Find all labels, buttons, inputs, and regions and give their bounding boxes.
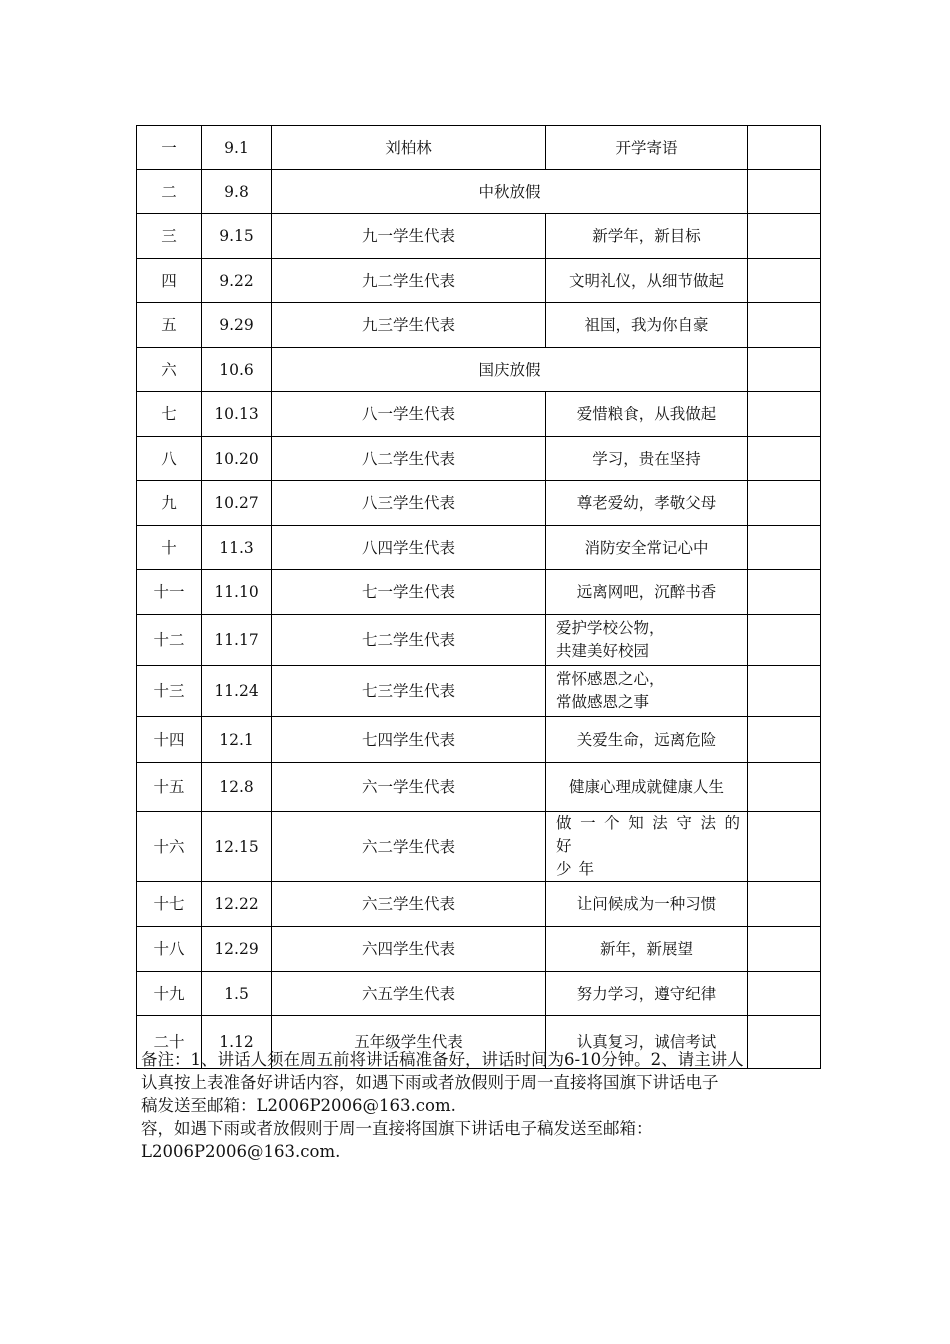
week-cell-text: 一 <box>161 138 177 157</box>
date-cell <box>202 570 272 615</box>
speaker-cell-text: 九一学生代表 <box>361 227 455 245</box>
date-cell-text: 10.27 <box>214 494 259 512</box>
note-line: 认真按上表准备好讲话内容，如遇下雨或者放假则于周一直接将国旗下讲话电子 <box>141 1073 719 1092</box>
date-cell-text: 1.12 <box>219 1033 254 1051</box>
week-cell-text: 八 <box>161 449 177 468</box>
blank-cell <box>748 972 821 1016</box>
topic-cell-text: 消防安全常记心中 <box>584 538 709 557</box>
date-cell <box>202 214 272 259</box>
note-line: 容，如遇下雨或者放假则于周一直接将国旗下讲话电子稿发送至邮箱： <box>141 1119 653 1138</box>
speaker-cell-text: 六四学生代表 <box>361 940 455 958</box>
table-row <box>137 526 821 570</box>
blank-cell <box>748 615 821 666</box>
date-cell-text: 11.3 <box>219 538 254 557</box>
date-cell <box>202 437 272 481</box>
topic-cell-text: 健康心理成就健康人生 <box>568 778 724 796</box>
table-row <box>137 927 821 972</box>
week-cell-text: 十一 <box>153 583 185 601</box>
topic-cell-text: 努力学习，遵守纪律 <box>576 984 717 1003</box>
topic-cell <box>546 615 748 666</box>
speaker-cell <box>272 615 546 666</box>
speaker-cell-text: 八三学生代表 <box>361 494 455 512</box>
blank-cell <box>748 126 821 170</box>
speaker-cell <box>272 927 546 972</box>
week-cell-text: 十 <box>161 538 177 557</box>
topic-cell <box>546 303 748 348</box>
date-cell <box>202 526 272 570</box>
topic-cell-text: 学习，贵在坚持 <box>592 449 701 468</box>
speaker-cell-text: 九二学生代表 <box>361 271 455 290</box>
week-cell <box>137 615 202 666</box>
note-line: 稿发送至邮箱：L2006P2006@163.com. <box>141 1096 456 1115</box>
speaker-cell <box>272 126 546 170</box>
date-cell-text: 12.15 <box>214 837 259 856</box>
speaker-cell-text: 六二学生代表 <box>361 837 455 856</box>
blank-cell <box>748 303 821 348</box>
blank-cell <box>748 481 821 526</box>
week-cell <box>137 812 202 882</box>
date-cell <box>202 392 272 437</box>
date-cell <box>202 170 272 214</box>
date-cell-text: 9.8 <box>224 182 249 201</box>
speaker-cell-text: 六一学生代表 <box>361 778 455 796</box>
holiday-cell <box>272 170 748 214</box>
speaker-cell <box>272 259 546 303</box>
speaker-cell <box>272 214 546 259</box>
date-cell-text: 9.22 <box>219 271 254 290</box>
speaker-cell <box>272 392 546 437</box>
week-cell-text: 七 <box>161 405 177 423</box>
blank-cell <box>748 259 821 303</box>
blank-cell <box>748 927 821 972</box>
date-cell-text: 10.13 <box>214 405 259 423</box>
speaker-cell <box>272 526 546 570</box>
week-cell <box>137 481 202 526</box>
topic-cell <box>546 570 748 615</box>
blank-cell <box>748 666 821 717</box>
topic-line: 常怀感恩之心， <box>556 670 665 688</box>
week-cell-text: 十二 <box>153 631 185 649</box>
blank-cell <box>748 717 821 763</box>
speaker-cell <box>272 666 546 717</box>
topic-line: 少年 <box>556 860 601 878</box>
table-row <box>137 481 821 526</box>
topic-cell <box>546 717 748 763</box>
date-cell <box>202 927 272 972</box>
week-cell-text: 十六 <box>153 837 185 856</box>
topic-cell <box>546 259 748 303</box>
week-cell <box>137 214 202 259</box>
week-cell-text: 三 <box>161 227 177 245</box>
week-cell-text: 九 <box>161 494 177 512</box>
table-row <box>137 214 821 259</box>
week-cell-text: 十八 <box>153 940 185 958</box>
topic-cell <box>546 812 748 882</box>
table-row <box>137 882 821 927</box>
topic-line: 常做感恩之事 <box>556 693 650 711</box>
topic-cell <box>546 481 748 526</box>
blank-cell <box>748 170 821 214</box>
holiday-cell-text: 中秋放假 <box>478 182 541 201</box>
week-cell <box>137 348 202 392</box>
date-cell <box>202 259 272 303</box>
date-cell-text: 12.1 <box>219 730 254 749</box>
topic-cell <box>546 882 748 927</box>
week-cell-text: 二 <box>161 182 177 201</box>
date-cell <box>202 717 272 763</box>
speaker-cell <box>272 303 546 348</box>
table-row <box>137 126 821 170</box>
date-cell-text: 11.24 <box>214 682 259 700</box>
date-cell <box>202 615 272 666</box>
topic-cell-text: 尊老爱幼，孝敬父母 <box>576 494 717 512</box>
table-row <box>137 348 821 392</box>
date-cell-text: 12.29 <box>214 940 259 958</box>
date-cell-text: 10.6 <box>219 360 254 379</box>
topic-cell <box>546 126 748 170</box>
remarks-note <box>141 1048 821 1163</box>
week-cell <box>137 437 202 481</box>
date-cell-text: 9.29 <box>219 316 254 334</box>
date-cell <box>202 481 272 526</box>
table-row <box>137 303 821 348</box>
topic-cell <box>546 526 748 570</box>
week-cell <box>137 972 202 1016</box>
speaker-cell-text: 六三学生代表 <box>361 895 455 913</box>
topic-cell-text: 认真复习，诚信考试 <box>576 1033 717 1051</box>
speaker-cell <box>272 812 546 882</box>
blank-cell <box>748 570 821 615</box>
topic-cell <box>546 437 748 481</box>
date-cell <box>202 348 272 392</box>
table-row <box>137 666 821 717</box>
date-cell-text: 9.1 <box>224 138 249 157</box>
speech-schedule-table <box>136 125 821 1069</box>
week-cell-text: 十三 <box>153 682 185 700</box>
speaker-cell <box>272 972 546 1016</box>
date-cell <box>202 882 272 927</box>
week-cell <box>137 392 202 437</box>
date-cell <box>202 666 272 717</box>
topic-line: 爱护学校公物， <box>556 619 665 637</box>
topic-cell-text: 文明礼仪，从细节做起 <box>568 271 724 290</box>
speaker-cell <box>272 437 546 481</box>
date-cell <box>202 972 272 1016</box>
date-cell-text: 1.5 <box>224 984 249 1003</box>
week-cell-text: 十四 <box>153 730 185 749</box>
topic-cell-text: 爱惜粮食，从我做起 <box>576 405 717 423</box>
week-cell <box>137 259 202 303</box>
date-cell-text: 11.10 <box>214 583 259 601</box>
speaker-cell <box>272 481 546 526</box>
week-cell <box>137 170 202 214</box>
speaker-cell-text: 七二学生代表 <box>361 631 455 649</box>
speaker-cell-text: 七四学生代表 <box>361 730 455 749</box>
note-line: 备注：1、讲话人须在周五前将讲话稿准备好，讲话时间为6-10分钟。2、请主讲人 <box>141 1050 744 1069</box>
speaker-cell-text: 八一学生代表 <box>361 405 455 423</box>
blank-cell <box>748 882 821 927</box>
speaker-cell <box>272 763 546 812</box>
topic-cell <box>546 666 748 717</box>
speaker-cell-text: 六五学生代表 <box>361 984 455 1003</box>
blank-cell <box>748 526 821 570</box>
topic-cell <box>546 392 748 437</box>
table-row <box>137 812 821 882</box>
speaker-cell <box>272 570 546 615</box>
topic-cell-text: 新学年，新目标 <box>592 227 701 245</box>
table-row <box>137 615 821 666</box>
table-row <box>137 763 821 812</box>
week-cell <box>137 570 202 615</box>
note-line: L2006P2006@163.com. <box>141 1142 341 1161</box>
topic-cell-text: 让问候成为一种习惯 <box>576 895 717 913</box>
speaker-cell <box>272 882 546 927</box>
table-row <box>137 170 821 214</box>
date-cell <box>202 126 272 170</box>
topic-cell <box>546 214 748 259</box>
speaker-cell-text: 七三学生代表 <box>361 682 455 700</box>
speaker-cell-text: 八二学生代表 <box>361 449 455 468</box>
week-cell-text: 四 <box>161 271 177 290</box>
topic-cell <box>546 763 748 812</box>
speaker-cell <box>272 717 546 763</box>
topic-line: 做一个知法守法的好 <box>556 814 747 855</box>
table-row <box>137 570 821 615</box>
week-cell <box>137 763 202 812</box>
week-cell-text: 五 <box>161 316 177 334</box>
date-cell-text: 12.22 <box>214 895 259 913</box>
topic-cell-text: 开学寄语 <box>615 138 678 157</box>
speaker-cell-text: 五年级学生代表 <box>354 1033 463 1051</box>
speaker-cell-text: 七一学生代表 <box>361 583 455 601</box>
week-cell-text: 六 <box>161 360 177 379</box>
blank-cell <box>748 348 821 392</box>
date-cell-text: 9.15 <box>219 227 254 245</box>
date-cell-text: 12.8 <box>219 778 254 796</box>
holiday-cell-text: 国庆放假 <box>478 360 541 379</box>
topic-cell-text: 新年，新展望 <box>599 940 693 958</box>
week-cell <box>137 882 202 927</box>
week-cell-text: 十五 <box>153 778 185 796</box>
table-row <box>137 972 821 1016</box>
speaker-cell-text: 八四学生代表 <box>361 538 455 557</box>
week-cell <box>137 666 202 717</box>
holiday-cell <box>272 348 748 392</box>
blank-cell <box>748 214 821 259</box>
week-cell-text: 二十 <box>153 1033 185 1051</box>
table-row <box>137 717 821 763</box>
date-cell-text: 11.17 <box>214 631 259 649</box>
table-row <box>137 392 821 437</box>
topic-cell <box>546 972 748 1016</box>
table-row <box>137 437 821 481</box>
date-cell <box>202 763 272 812</box>
speaker-cell-text: 刘柏林 <box>385 138 432 157</box>
week-cell <box>137 526 202 570</box>
topic-cell-text: 远离网吧，沉醉书香 <box>576 583 717 601</box>
week-cell-text: 十七 <box>153 895 185 913</box>
week-cell-text: 十九 <box>153 984 185 1003</box>
topic-cell-text: 祖国，我为你自豪 <box>584 316 709 334</box>
week-cell <box>137 927 202 972</box>
week-cell <box>137 126 202 170</box>
blank-cell <box>748 763 821 812</box>
date-cell <box>202 303 272 348</box>
topic-cell <box>546 927 748 972</box>
date-cell-text: 10.20 <box>214 449 259 468</box>
table-row <box>137 259 821 303</box>
blank-cell <box>748 812 821 882</box>
week-cell <box>137 303 202 348</box>
week-cell <box>137 717 202 763</box>
blank-cell <box>748 437 821 481</box>
topic-cell-text: 关爱生命，远离危险 <box>576 730 717 749</box>
speaker-cell-text: 九三学生代表 <box>361 316 455 334</box>
topic-line: 共建美好校园 <box>556 642 650 660</box>
blank-cell <box>748 392 821 437</box>
date-cell <box>202 812 272 882</box>
schedule-body <box>137 126 821 1069</box>
